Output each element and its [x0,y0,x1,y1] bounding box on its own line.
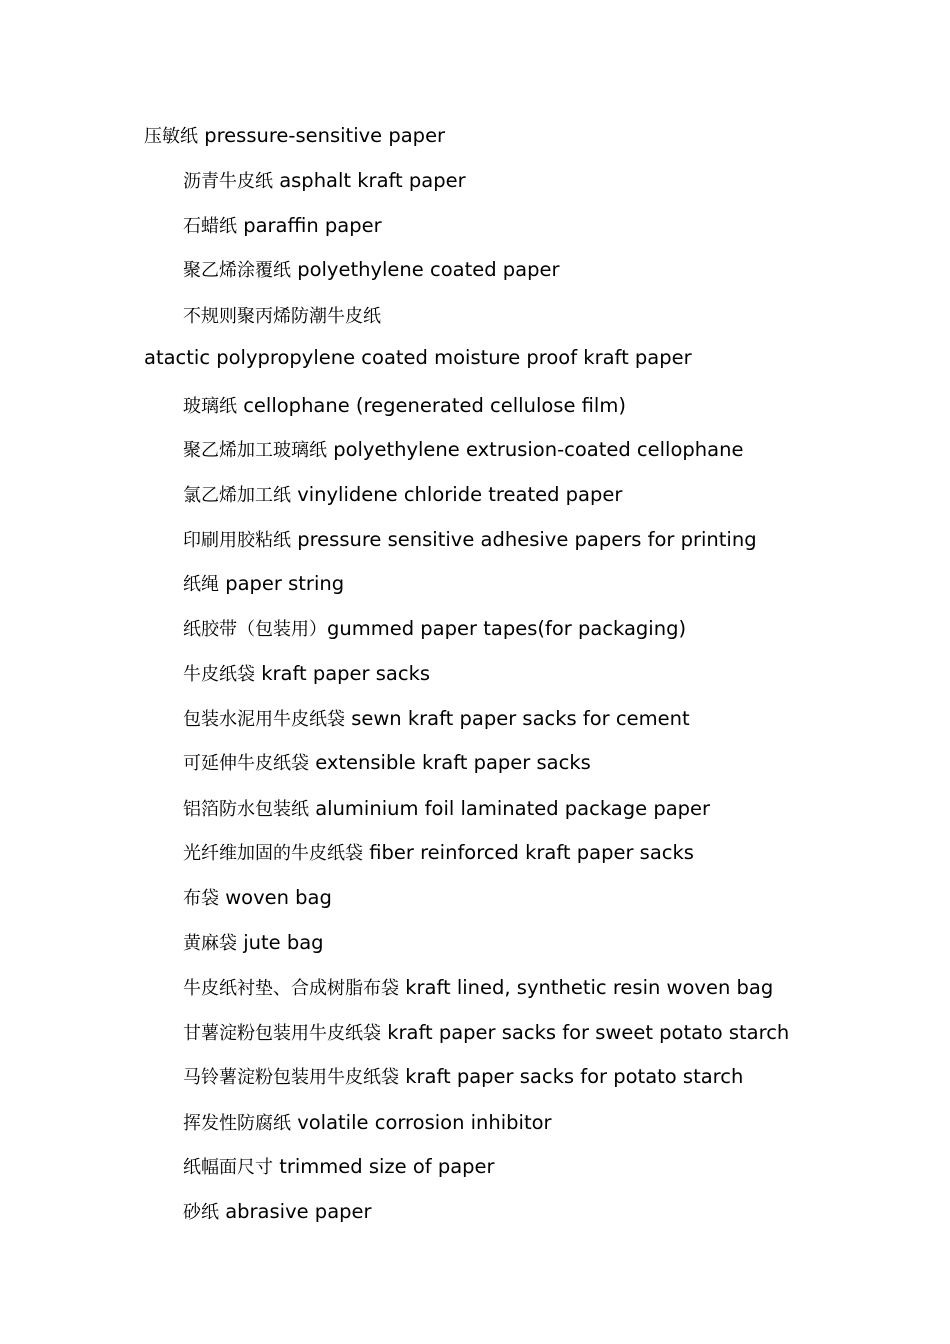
glossary-entry [183,1199,372,1226]
chinese-term: 砂纸 [183,1202,219,1223]
english-term: paraffin paper [243,214,382,237]
chinese-term: 氯乙烯加工纸 [183,485,291,506]
chinese-term: 马铃薯淀粉包装用牛皮纸袋 [183,1067,399,1088]
chinese-term: 甘薯淀粉包装用牛皮纸袋 [183,1023,381,1044]
english-term: kraft paper sacks [261,662,431,685]
english-term: atactic polypropylene coated moisture proof kraft paper [144,346,692,369]
chinese-term: 挥发性防腐纸 [183,1113,291,1134]
glossary-entry [183,437,743,464]
chinese-term: 黄麻袋 [183,933,237,954]
english-term: aluminium foil laminated package paper [315,797,711,820]
english-term: paper string [225,572,345,595]
chinese-term: 不规则聚丙烯防潮牛皮纸 [183,306,381,327]
chinese-term: 玻璃纸 [183,396,237,417]
english-term: kraft paper sacks for potato starch [405,1065,744,1088]
english-term: kraft lined, synthetic resin woven bag [405,976,774,999]
english-term: woven bag [225,886,332,909]
chinese-term: 聚乙烯加工玻璃纸 [183,440,327,461]
english-term: fiber reinforced kraft paper sacks [369,841,694,864]
glossary-entry [183,571,344,598]
glossary-entry [183,303,381,330]
chinese-term: 牛皮纸衬垫、合成树脂布袋 [183,978,399,999]
chinese-term: 可延伸牛皮纸袋 [183,753,309,774]
english-term: pressure sensitive adhesive papers for printing [297,528,757,551]
chinese-term: 聚乙烯涂覆纸 [183,260,291,281]
chinese-term: 纸绳 [183,574,219,595]
english-term: polyethylene extrusion-coated cellophane [333,438,744,461]
english-term: asphalt kraft paper [279,169,466,192]
chinese-term: 压敏纸 [144,126,198,147]
english-term: gummed paper tapes(for packaging) [327,617,687,640]
chinese-term: 沥青牛皮纸 [183,171,273,192]
english-term: extensible kraft paper sacks [315,751,591,774]
glossary-entry [183,393,626,420]
glossary-entry [183,796,710,823]
english-term: cellophane (regenerated cellulose film) [243,394,626,417]
glossary-entry [183,1110,552,1137]
glossary-entry [183,1064,743,1091]
english-term: volatile corrosion inhibitor [297,1111,552,1134]
glossary-entry [183,840,694,867]
glossary-entry [183,661,430,688]
glossary-entry [183,213,382,240]
english-term: abrasive paper [225,1200,372,1223]
english-term: kraft paper sacks for sweet potato starch [387,1021,790,1044]
english-term: sewn kraft paper sacks for cement [351,707,690,730]
glossary-entry [183,750,591,777]
chinese-term: 纸胶带（包装用） [183,619,327,640]
glossary-entry [183,975,773,1002]
chinese-term: 纸幅面尺寸 [183,1157,273,1178]
chinese-term: 包装水泥用牛皮纸袋 [183,709,345,730]
glossary-entry [183,1154,495,1181]
glossary-entry [183,482,622,509]
glossary-entry [183,1020,789,1047]
glossary-entry [183,257,560,284]
glossary-entry [183,168,466,195]
glossary-entry [183,527,757,554]
english-term: jute bag [243,931,324,954]
chinese-term: 铝箔防水包装纸 [183,799,309,820]
english-term: vinylidene chloride treated paper [297,483,623,506]
chinese-term: 牛皮纸袋 [183,664,255,685]
glossary-entry [183,885,332,912]
english-term: pressure-sensitive paper [204,124,446,147]
english-term: trimmed size of paper [279,1155,495,1178]
english-term: polyethylene coated paper [297,258,560,281]
glossary-entry [183,616,686,643]
glossary-entry [183,706,690,733]
glossary-entry [144,345,692,371]
glossary-entry [144,123,445,150]
chinese-term: 布袋 [183,888,219,909]
chinese-term: 印刷用胶粘纸 [183,530,291,551]
chinese-term: 石蜡纸 [183,216,237,237]
glossary-entry [183,930,324,957]
chinese-term: 光纤维加固的牛皮纸袋 [183,843,363,864]
